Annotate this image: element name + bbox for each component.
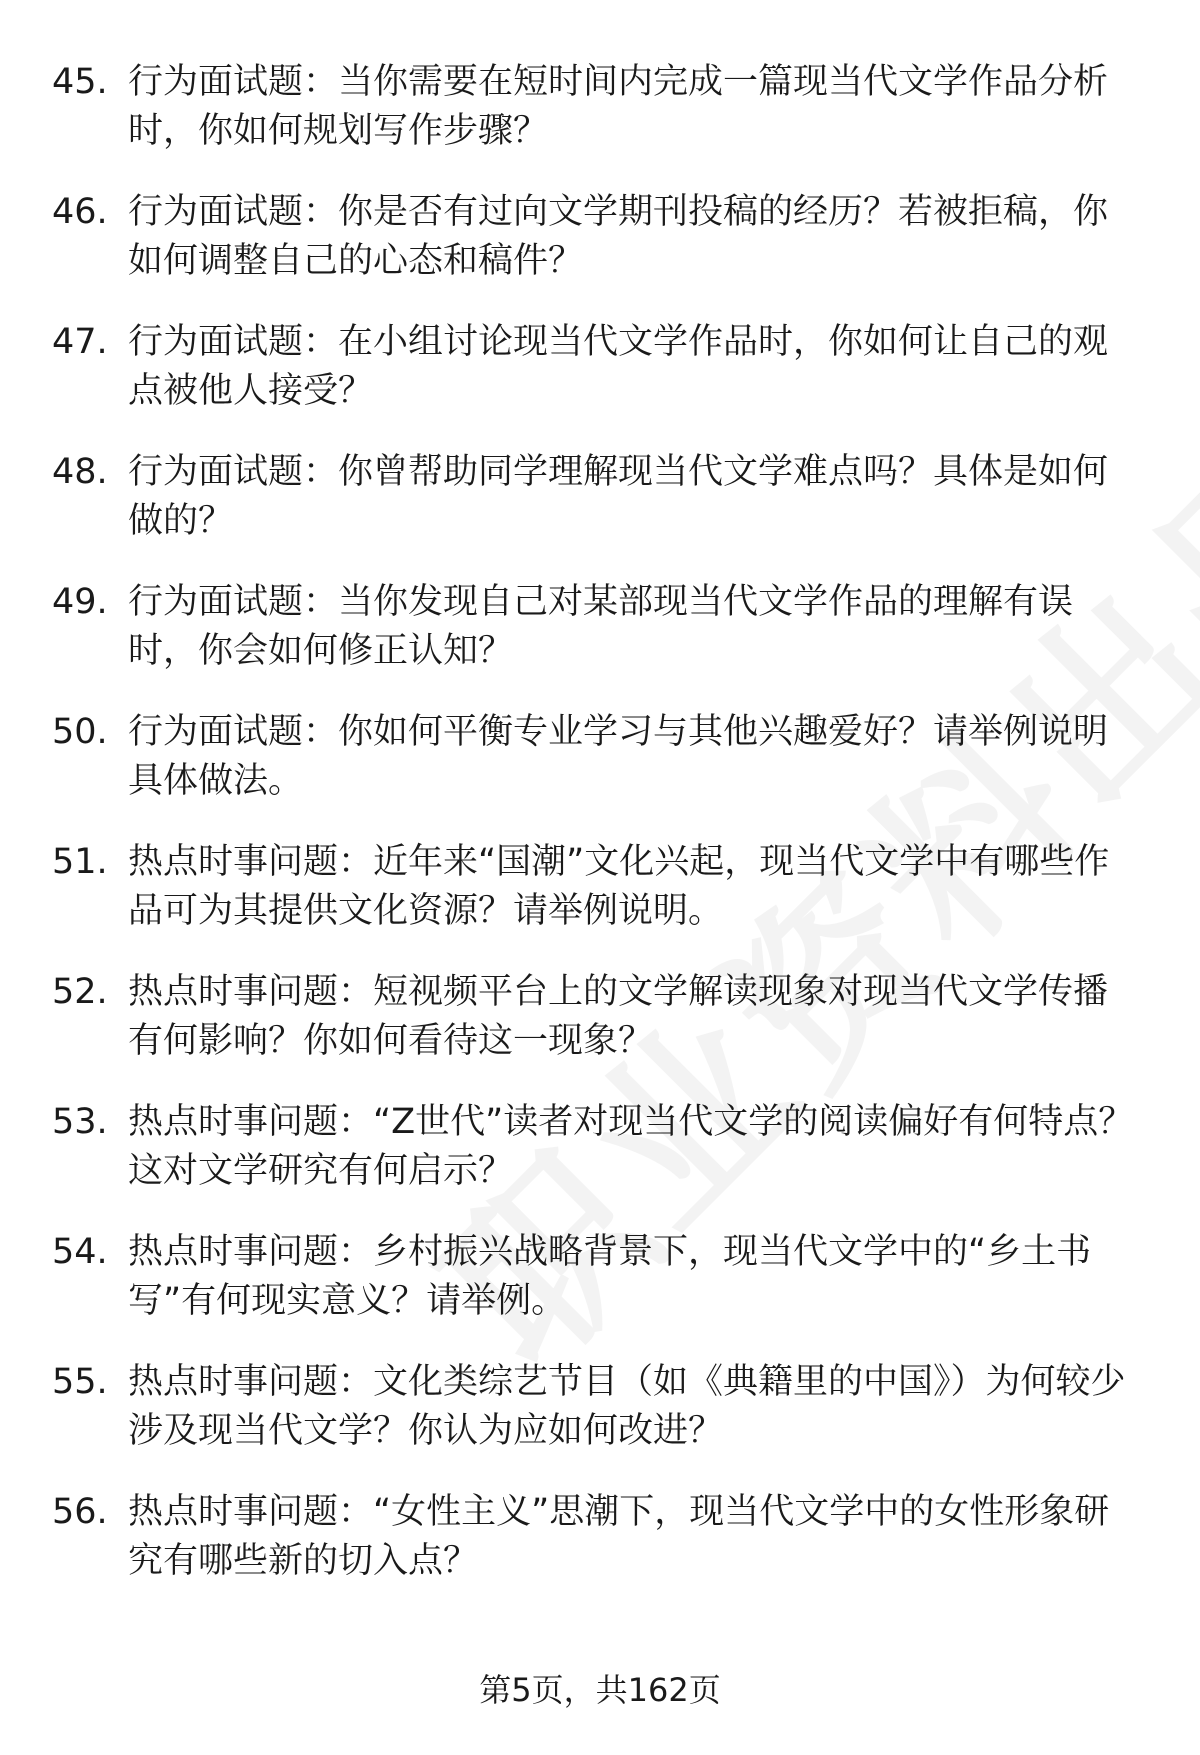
question-text: 行为面试题：你如何平衡专业学习与其他兴趣爱好？请举例说明具体做法。 [128,712,1109,801]
question-number: 52. [52,972,108,1012]
question-number: 49. [52,582,108,622]
question-text: 行为面试题：你曾帮助同学理解现当代文学难点吗？具体是如何做的？ [128,452,1109,541]
list-item [0,448,1200,578]
list-item [0,1358,1200,1488]
list-item [0,1098,1200,1228]
question-text: 行为面试题：在小组讨论现当代文学作品时，你如何让自己的观点被他人接受？ [128,322,1109,411]
list-item [0,838,1200,968]
list-item [0,1488,1200,1618]
question-text: 热点时事问题：文化类综艺节目（如《典籍里的中国》）为何较少涉及现当代文学？你认为应如何改进？ [128,1362,1126,1451]
list-item [0,708,1200,838]
question-text: 行为面试题：你是否有过向文学期刊投稿的经历？若被拒稿，你如何调整自己的心态和稿件？ [128,192,1109,281]
question-text: 行为面试题：当你需要在短时间内完成一篇现当代文学作品分析时，你如何规划写作步骤？ [128,62,1109,151]
question-number: 53. [52,1102,108,1142]
question-number: 56. [52,1492,108,1532]
list-item [0,188,1200,318]
question-list [0,58,1200,1618]
question-number: 51. [52,842,108,882]
question-number: 54. [52,1232,108,1272]
list-item [0,578,1200,708]
question-number: 46. [52,192,108,232]
list-item [0,318,1200,448]
list-item [0,58,1200,188]
question-text: 热点时事问题：近年来“国潮”文化兴起，现当代文学中有哪些作品可为其提供文化资源？请举例说明。 [128,842,1110,931]
question-number: 47. [52,322,108,362]
question-text: 热点时事问题：“女性主义”思潮下，现当代文学中的女性形象研究有哪些新的切入点？ [128,1492,1110,1581]
question-number: 50. [52,712,108,752]
question-text: 热点时事问题：短视频平台上的文学解读现象对现当代文学传播有何影响？你如何看待这一现象？ [128,972,1109,1061]
question-text: 热点时事问题：“Z世代”读者对现当代文学的阅读偏好有何特点？这对文学研究有何启示？ [128,1102,1134,1191]
list-item [0,968,1200,1098]
list-item [0,1228,1200,1358]
page-number: 第5页，共162页 [479,1671,721,1709]
question-number: 45. [52,62,108,102]
question-number: 55. [52,1362,108,1402]
question-text: 行为面试题：当你发现自己对某部现当代文学作品的理解有误时，你会如何修正认知？ [128,582,1074,671]
question-text: 热点时事问题：乡村振兴战略背景下，现当代文学中的“乡土书写”有何现实意义？请举例。 [128,1232,1092,1321]
question-number: 48. [52,452,108,492]
